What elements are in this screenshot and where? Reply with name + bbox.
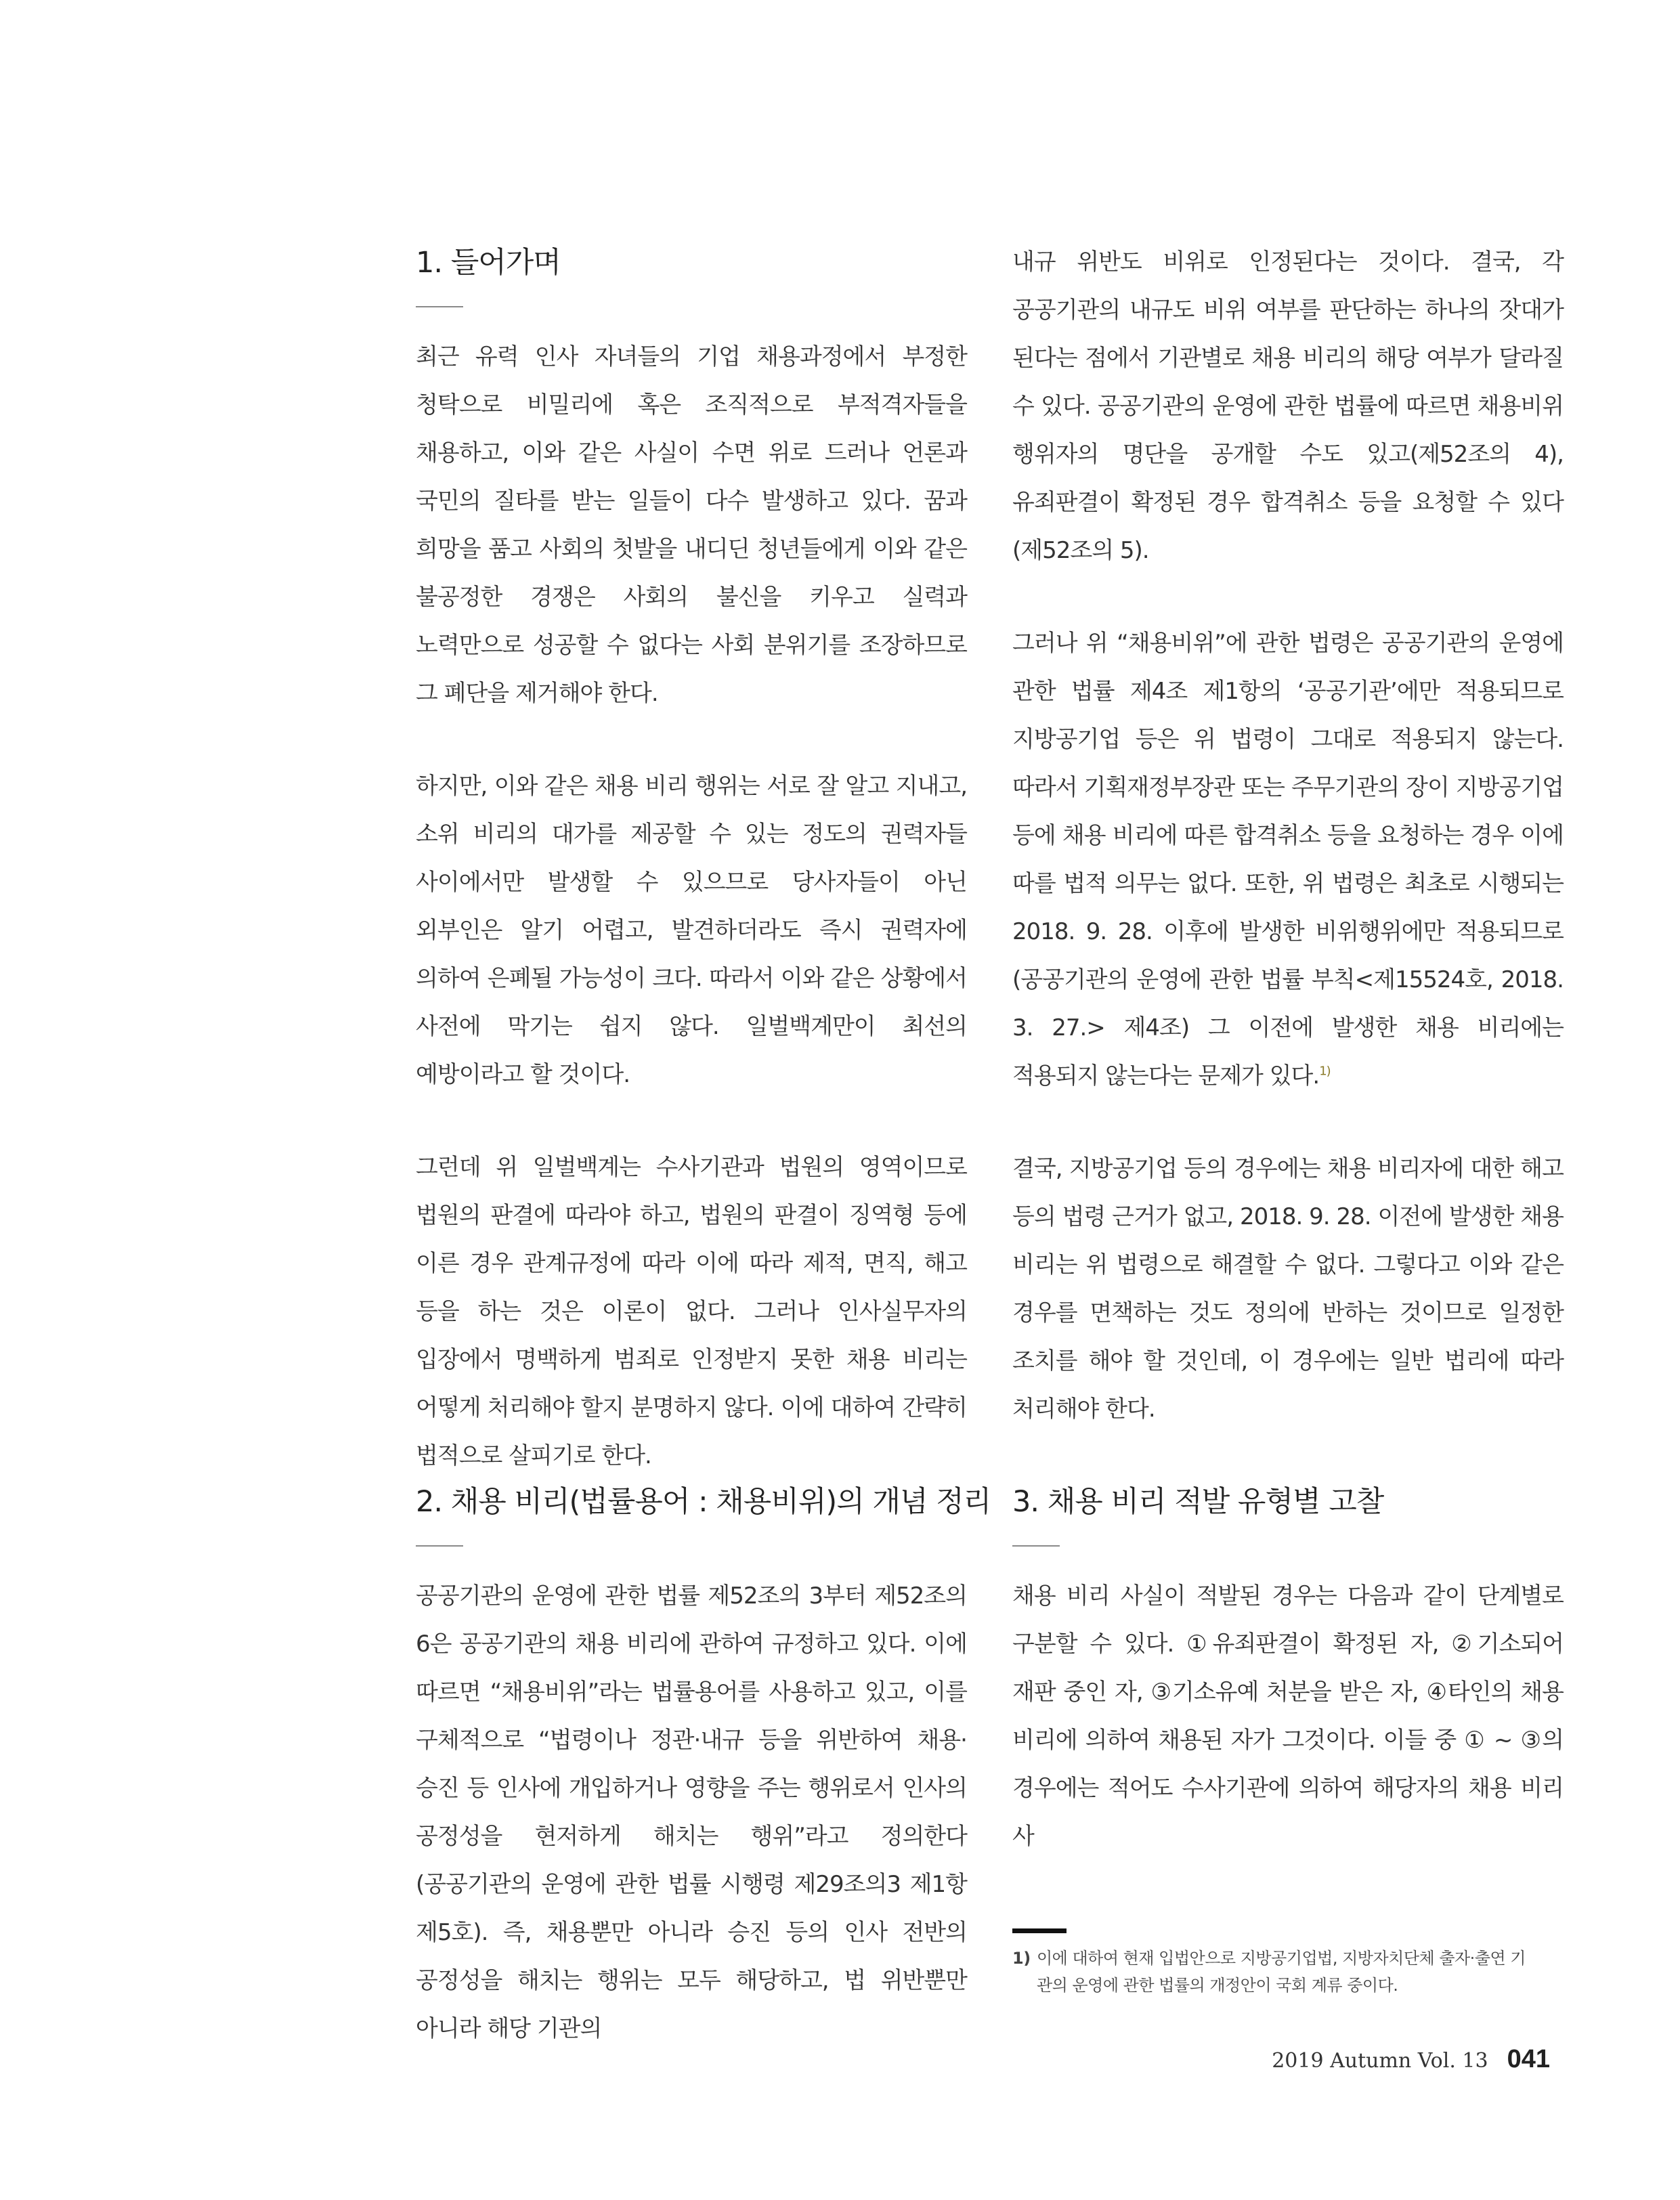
left-column	[416, 244, 967, 1480]
page-footer	[1272, 2045, 1550, 2074]
footnote-line-1: 이에 대하여 현재 입법안으로 지방공기업법, 지방자치단체 출자·출연 기	[1037, 1949, 1526, 1968]
footnote-number: 1)	[1012, 1949, 1031, 1968]
continued-paragraph-3: 결국, 지방공기업 등의 경우에는 채용 비리자에 대한 해고 등의 법령 근거가 없고, 2018. 9. 28. 이전에 발생한 채용 비리는 위 법령으로 해결할 수 없다. 그렇다고 이와 같은 경우를 면책하는 것도 정의에 반하는 것이므로 일정한 조치를 해야 할 것인데, 이 경우에는 일반 법리에 따라 처리해야 한다.	[1012, 1155, 1564, 1423]
footnote-rule	[1012, 1928, 1067, 1933]
section2	[416, 1483, 991, 2053]
footnote	[1012, 1945, 1564, 1999]
section3-paragraph: 채용 비리 사실이 적발된 경우는 다음과 같이 단계별로 구분할 수 있다. ①유죄판결이 확정된 자, ②기소되어 재판 중인 자, ③기소유예 처분을 받은 자, ④타인의 채용 비리에 의하여 채용된 자가 그것이다. 이들 중 ① ~ ③의 경우에는 적어도 수사기관에 의하여 해당자의 채용 비리 사	[1012, 1582, 1564, 1850]
section2-heading: 2. 채용 비리(법률용어 : 채용비위)의 개념 정리	[416, 1485, 991, 1519]
continued-paragraph-2-text: 그러나 위 “채용비위”에 관한 법령은 공공기관의 운영에 관한 법률 제4조 제1항의 ‘공공기관’에만 적용되므로 지방공기업 등은 위 법령이 그대로 적용되지 않는다. 따라서 기획재정부장관 또는 주무기관의 장이 지방공기업 등에 채용 비리에 따른 합격취소 등을 요청하는 경우 이에 따를 법적 의무는 없다. 또한, 위 법령은 최초로 시행되는 2018. 9. 28. 이후에 발생한 비위행위에만 적용되므로(공공기관의 운영에 관한 법률 부칙<제15524호, 2018. 3. 27.> 제4조) 그 이전에 발생한 채용 비리에는 적용되지 않는다는 문제가 있다.	[1012, 630, 1564, 1090]
section3	[1012, 1483, 1564, 1861]
right-column	[1012, 238, 1564, 1433]
section1-paragraph-1: 최근 유력 인사 자녀들의 기업 채용과정에서 부정한 청탁으로 비밀리에 혹은 조직적으로 부적격자들을 채용하고, 이와 같은 사실이 수면 위로 드러나 언론과 국민의 질타를 받는 일들이 다수 발생하고 있다. 꿈과 희망을 품고 사회의 첫발을 내디딘 청년들에게 이와 같은 불공정한 경쟁은 사회의 불신을 키우고 실력과 노력만으로 성공할 수 없다는 사회 분위기를 조장하므로 그 폐단을 제거해야 한다.	[416, 343, 967, 707]
paragraph-gap	[1012, 1100, 1564, 1145]
paragraph-gap	[416, 718, 967, 762]
section1-heading: 1. 들어가며	[416, 246, 561, 280]
heading-rule	[416, 1545, 463, 1547]
continued-paragraph-2	[1012, 620, 1564, 1100]
heading-rule	[1012, 1545, 1060, 1547]
issue-label: 2019 Autumn Vol. 13	[1272, 2049, 1488, 2073]
section2-paragraph: 공공기관의 운영에 관한 법률 제52조의 3부터 제52조의 6은 공공기관의 채용 비리에 관하여 규정하고 있다. 이에 따르면 “채용비위”라는 법률용어를 사용하고 있고, 이를 구체적으로 “법령이나 정관·내규 등을 위반하여 채용·승진 등 인사에 개입하거나 영향을 주는 행위로서 인사의 공정성을 현저하게 해치는 행위”라고 정의한다(공공기관의 운영에 관한 법률 시행령 제29조의3 제1항 제5호). 즉, 채용뿐만 아니라 승진 등의 인사 전반의 공정성을 해치는 행위는 모두 해당하고, 법 위반뿐만 아니라 해당 기관의	[416, 1582, 967, 2042]
footnote-line-2: 관의 운영에 관한 법률의 개정안이 국회 계류 중이다.	[1037, 1976, 1398, 1995]
continued-paragraph-1: 내규 위반도 비위로 인정된다는 것이다. 결국, 각 공공기관의 내규도 비위 여부를 판단하는 하나의 잣대가 된다는 점에서 기관별로 채용 비리의 해당 여부가 달라질 수 있다. 공공기관의 운영에 관한 법률에 따르면 채용비위 행위자의 명단을 공개할 수도 있고(제52조의 4), 유죄판결이 확정된 경우 합격취소 등을 요청할 수 있다(제52조의 5).	[1012, 249, 1564, 564]
footnote-reference[interactable]: 1)	[1319, 1064, 1331, 1079]
heading-rule	[416, 306, 463, 307]
section1-paragraph-2: 하지만, 이와 같은 채용 비리 행위는 서로 잘 알고 지내고, 소위 비리의 대가를 제공할 수 있는 정도의 권력자들 사이에서만 발생할 수 있으므로 당사자들이 아닌 외부인은 알기 어렵고, 발견하더라도 즉시 권력자에 의하여 은폐될 가능성이 크다. 따라서 이와 같은 상황에서 사전에 막기는 쉽지 않다. 일벌백계만이 최선의 예방이라고 할 것이다.	[416, 773, 967, 1088]
section3-heading: 3. 채용 비리 적발 유형별 고찰	[1012, 1485, 1384, 1519]
paragraph-gap	[416, 1099, 967, 1144]
page-number: 041	[1507, 2045, 1550, 2073]
paragraph-gap	[1012, 575, 1564, 620]
section1-paragraph-3: 그런데 위 일벌백계는 수사기관과 법원의 영역이므로 법원의 판결에 따라야 하고, 법원의 판결이 징역형 등에 이른 경우 관계규정에 따라 이에 따라 제적, 면직, 해고 등을 하는 것은 이론이 없다. 그러나 인사실무자의 입장에서 명백하게 범죄로 인정받지 못한 채용 비리는 어떻게 처리해야 할지 분명하지 않다. 이에 대하여 간략히 법적으로 살피기로 한다.	[416, 1154, 967, 1469]
